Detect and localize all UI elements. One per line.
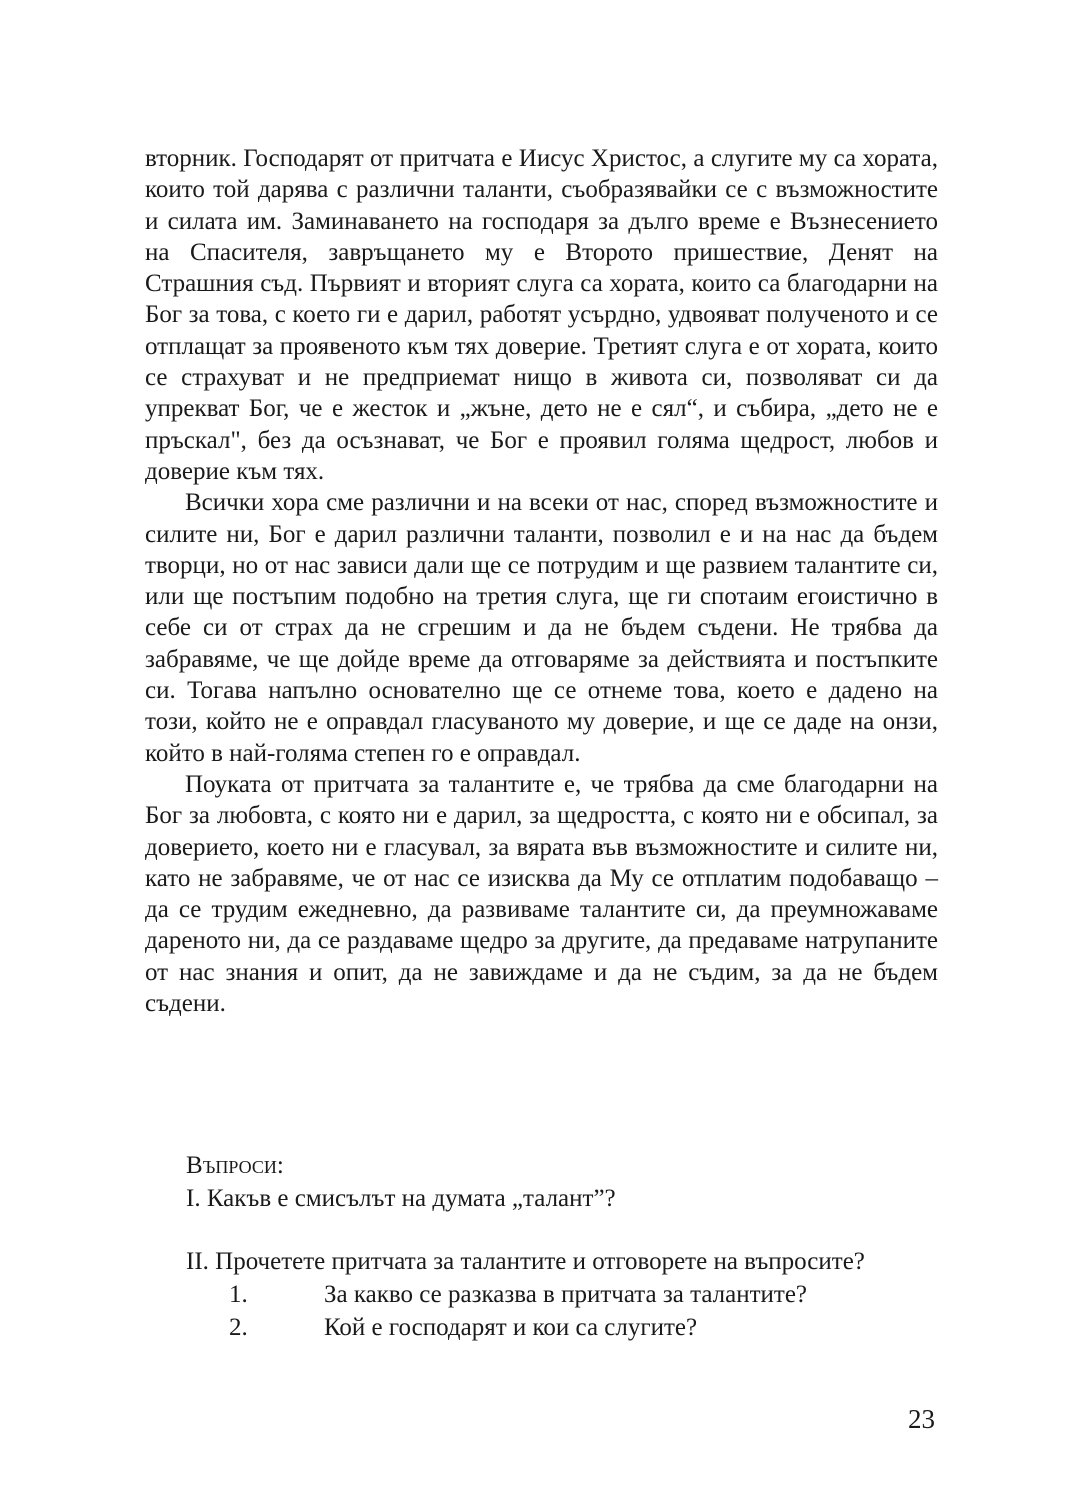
sub-question-text: За какво се разказва в притчата за талантите?: [324, 1281, 808, 1308]
questions-heading: Въпроси:: [186, 1152, 284, 1179]
paragraph: Поуката от притчата за талантите е, че трябва да сме благодарни на Бог за любовта, с която ни е дарил, за щедростта, с която ни е обсипал, за доверието, което ни е гласувал, за вярата във възможностите и силите ни, като не забравяме, че от нас се изисква да Му се отплатим подобаващо – да се трудим ежедневно, да развиваме талантите си, да преумножаваме дареното ни, да се раздаваме щедро за другите, да предаваме натрупаните от нас знания и опит, да не завиждаме и да не съдим, за да не бъдем съдени.: [145, 770, 938, 1018]
question-2: II. Прочетете притчата за талантите и отговорете на въпросите?: [186, 1248, 865, 1275]
spacer: [186, 1215, 946, 1245]
paragraph: Всички хора сме различни и на всеки от нас, според възможностите и силите ни, Бог е дарил различни таланти, позволил е и на нас да бъдем творци, но от нас зависи дали ще се потрудим и ще развием талантите си, или ще постъпим подобно на третия слуга, ще ги спотаим егоистично в себе си от страх да не сгрешим и да не бъдем съдени. Не трябва да забравяме, че ще дойде време да отговаряме за действията и постъпките си. Тогава напълно основателно ще се отнеме това, което е дадено на този, който не е оправдал гласуваното му доверие, и ще се даде на онзи, който в най-голяма степен го е оправдал.: [145, 489, 938, 767]
sub-question-text: Кой е господарят и кои са слугите?: [324, 1314, 698, 1341]
paragraph: вторник. Господарят от притчата е Иисус Христос, а слугите му са хората, които той дарява с различни таланти, съобразявайки се с възможностите и силата им. Заминаването на господаря за дълго време е Възнесението на Спасителя, завръщането му е Второто пришествие, Денят на Страшния съд. Първият и вторият слуга са хората, които са благодарни на Бог за това, с което ги е дарил, работят усърдно, удвояват полученото и се отплащат за проявеното към тях доверие. Третият слуга е от хората, които се страхуват и не предприемат нищо в живота си, позволяват си да упрекват Бог, че е жесток и „жъне, дето не е сял“, и събира, „дето не е пръскал", без да осъзнават, че Бог е проявил голяма щедрост, любов и доверие към тях.: [145, 145, 938, 485]
sub-question-number: 2.: [229, 1314, 248, 1341]
questions-section: [186, 1149, 946, 1344]
question-1: I. Какъв е смисълът на думата „талант”?: [186, 1185, 616, 1212]
sub-question: [186, 1311, 946, 1344]
page-number: 23: [908, 1404, 935, 1434]
sub-question-number: 1.: [229, 1281, 248, 1308]
body-text: [145, 143, 938, 1019]
sub-question: [186, 1278, 946, 1311]
